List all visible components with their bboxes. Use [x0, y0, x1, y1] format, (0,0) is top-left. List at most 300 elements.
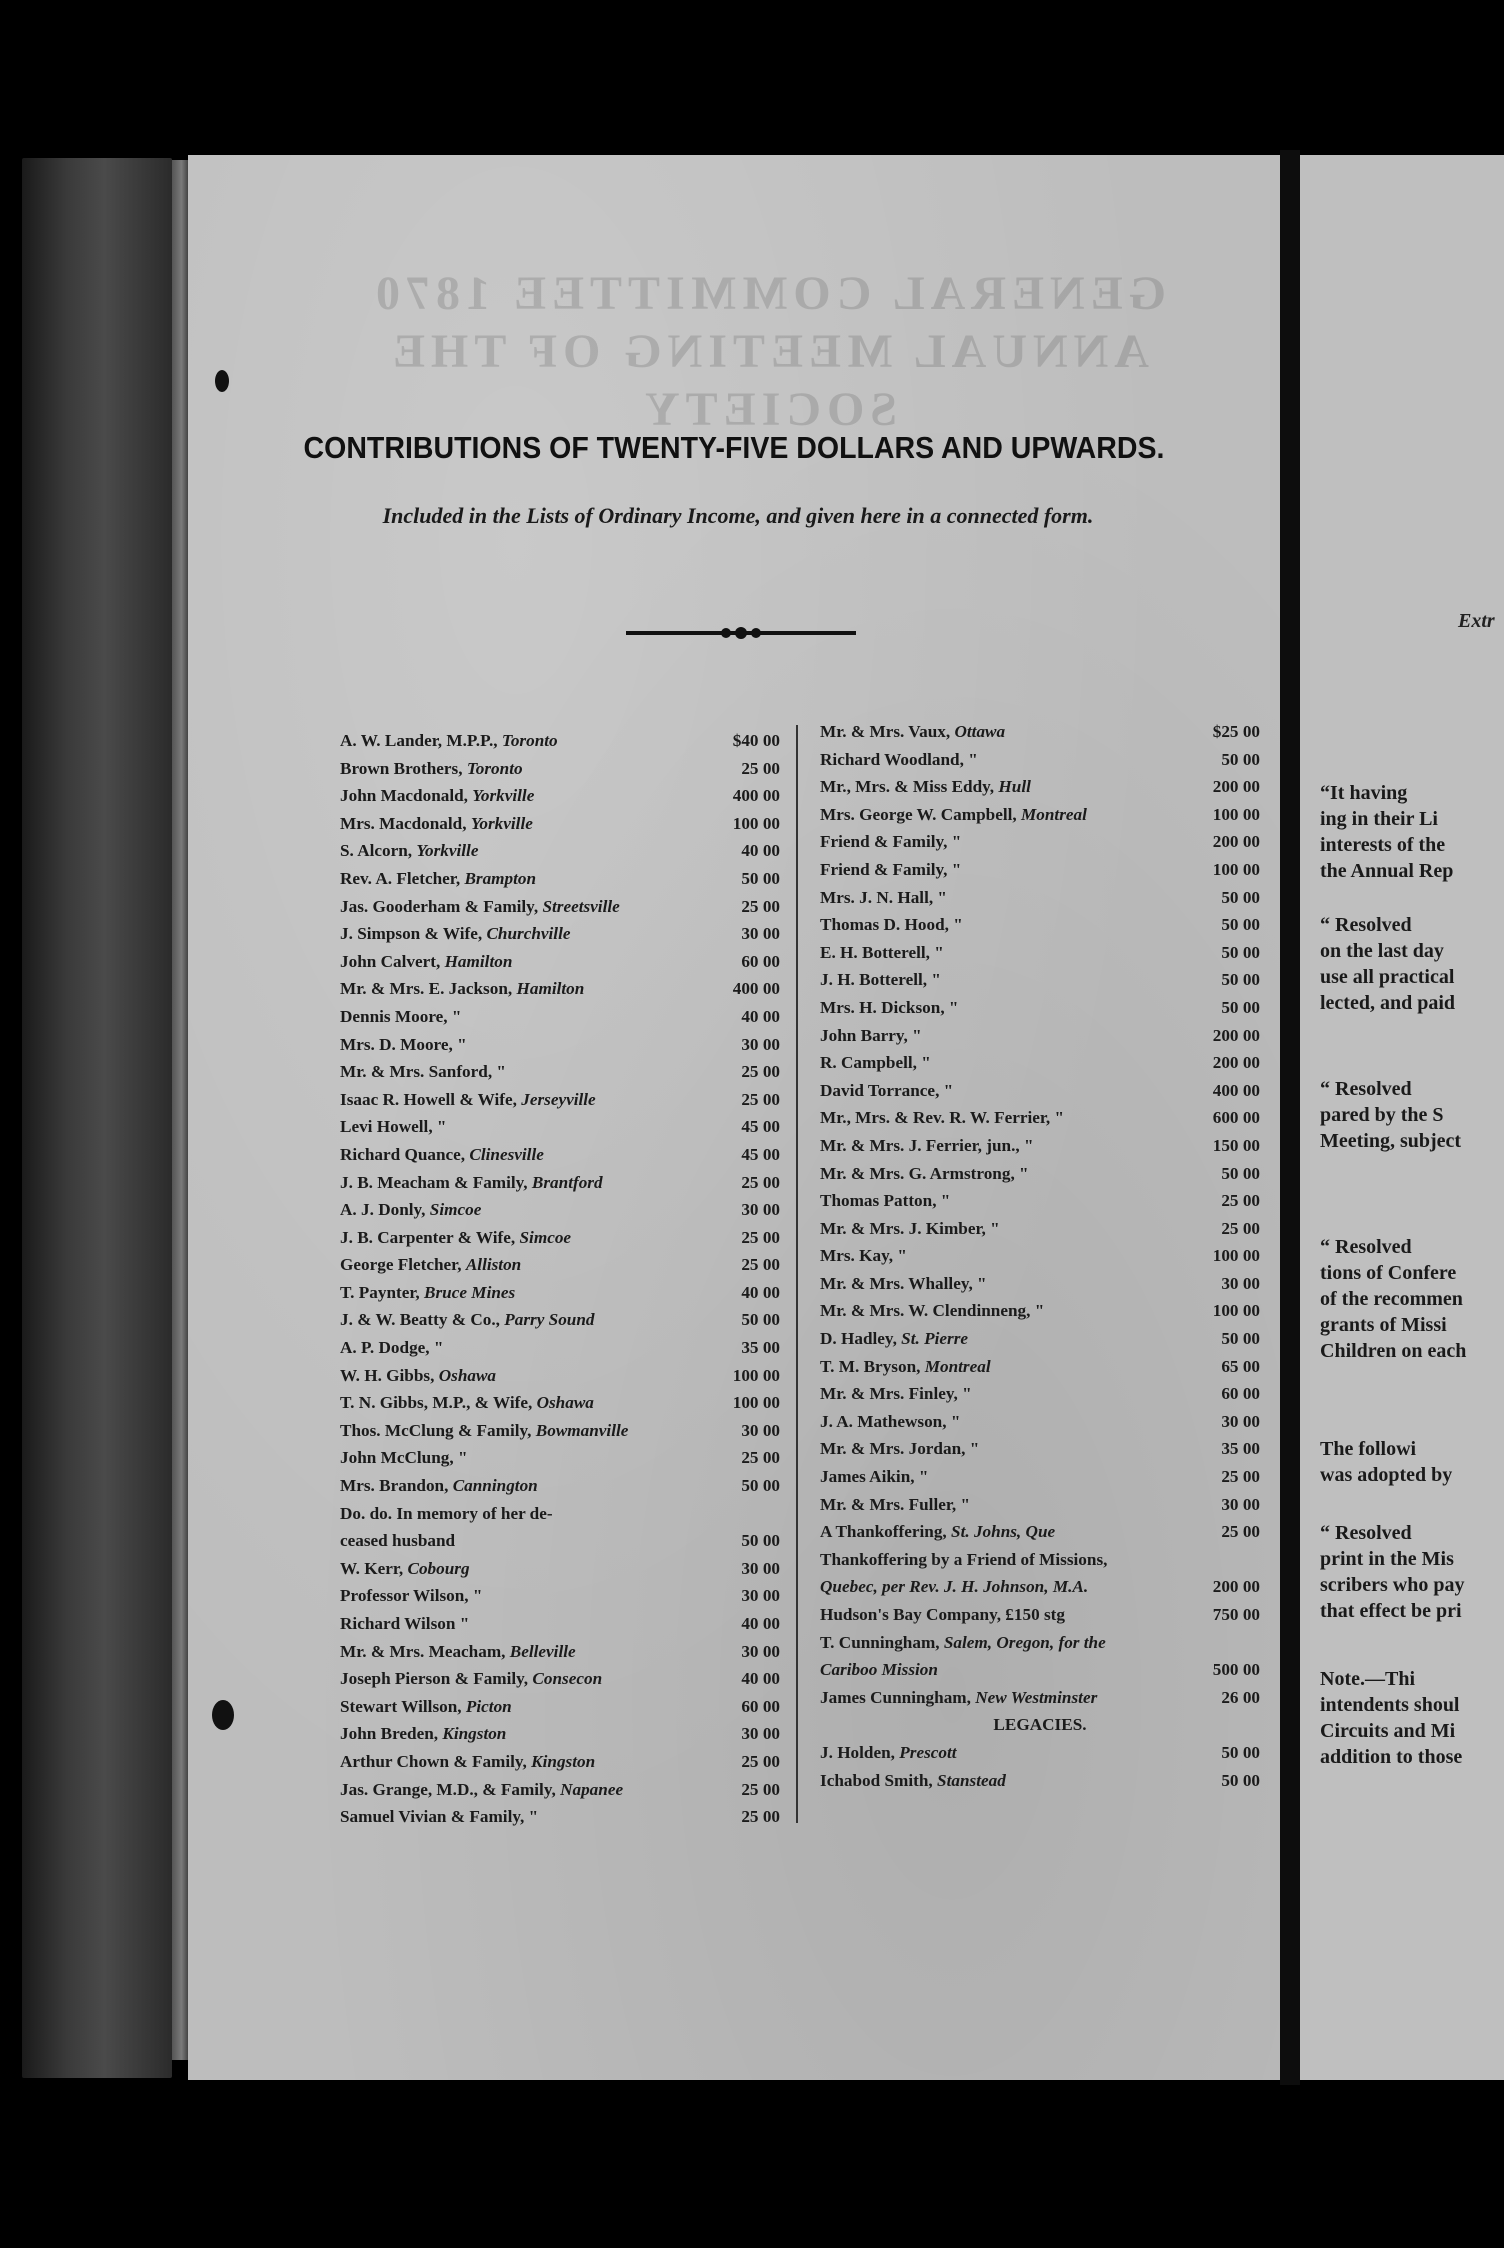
contributor-name: [820, 828, 961, 856]
contribution-amount: 25 00: [741, 1255, 780, 1275]
contribution-entry: [820, 1546, 1260, 1574]
contribution-entry: [820, 1408, 1260, 1436]
contributor-label: ceased husband: [340, 1531, 456, 1551]
contribution-entry: [820, 1601, 1260, 1629]
contribution-entry: [820, 1518, 1260, 1546]
contribution-amount: 50 00: [1221, 1329, 1260, 1349]
contributor-label: W. Kerr,: [340, 1558, 408, 1578]
contributor-name: [820, 773, 1031, 801]
contribution-entry: [340, 865, 780, 893]
contributor-name: [340, 1444, 468, 1472]
contribution-entry: [820, 1711, 1260, 1739]
contribution-entry: [820, 1463, 1260, 1491]
contributor-label: Mr., Mrs. & Rev. R. W. Ferrier, ": [820, 1108, 1065, 1128]
contributor-label: Mr. & Mrs. Finley, ": [820, 1384, 972, 1404]
contribution-amount: 200 00: [1212, 1577, 1260, 1597]
contributor-label: A. P. Dodge, ": [340, 1338, 444, 1358]
contribution-amount: 150 00: [1212, 1135, 1260, 1155]
contribution-amount: 25 00: [741, 1062, 780, 1082]
contribution-entry: [340, 727, 780, 755]
contribution-amount: 30 00: [741, 924, 780, 944]
contributor-name: [820, 1104, 1064, 1132]
contributor-name: [340, 1389, 594, 1417]
contributor-name: [820, 1049, 931, 1077]
contributor-label: Levi Howell, ": [340, 1117, 447, 1137]
contributor-label: Jas. Gooderham & Family,: [340, 896, 543, 916]
contribution-entry: [820, 1380, 1260, 1408]
contribution-entry: [820, 1104, 1260, 1132]
contributor-label: A. W. Lander, M.P.P.,: [340, 731, 502, 750]
contribution-entry: [340, 1224, 780, 1252]
contributor-label: Thos. McClung & Family,: [340, 1420, 536, 1440]
contribution-entry: [820, 884, 1260, 912]
contribution-entry: [820, 1270, 1260, 1298]
contributor-label: Thankoffering by a Friend of Missions,: [820, 1549, 1108, 1569]
contribution-entry: [820, 911, 1260, 939]
contributor-name: [340, 893, 620, 921]
contribution-amount: 400 00: [732, 979, 780, 999]
contributor-place: Picton: [465, 1696, 512, 1716]
contribution-entry: [340, 1720, 780, 1748]
contributor-name: [340, 1555, 470, 1583]
contribution-amount: 30 00: [1221, 1411, 1260, 1431]
contributor-place: Toronto: [501, 731, 558, 750]
contribution-entry: [820, 773, 1260, 801]
facing-page-line: interests of the: [1320, 834, 1446, 856]
contributor-name: [820, 994, 958, 1022]
page-edges: [172, 160, 188, 2060]
contributor-name: [820, 1408, 960, 1436]
contributor-place: Bowmanville: [535, 1420, 629, 1440]
contributor-place: Parry Sound: [504, 1310, 595, 1330]
contributor-name: [820, 1684, 1097, 1712]
contributor-label: Richard Wilson ": [340, 1614, 470, 1633]
contributor-label: R. Campbell, ": [820, 1053, 931, 1073]
contribution-amount: 40 00: [741, 841, 780, 861]
contributor-name: [340, 810, 533, 838]
facing-page-line: lected, and paid: [1320, 992, 1456, 1014]
contributor-name: [340, 1693, 512, 1721]
contributor-place: Ottawa: [954, 722, 1006, 741]
facing-page-line: Note.—Thi: [1320, 1668, 1415, 1690]
contributor-place: Hull: [998, 777, 1031, 797]
ink-mark: [212, 1700, 234, 1730]
contributor-label: J. A. Mathewson, ": [820, 1411, 961, 1431]
facing-page-line: intendents shoul: [1320, 1694, 1460, 1716]
contributor-place: Simcoe: [429, 1200, 482, 1220]
contributor-place: Clinesville: [469, 1144, 544, 1164]
contributor-label: James Aikin, ": [820, 1467, 929, 1487]
contributor-label: John Barry, ": [820, 1025, 922, 1045]
contribution-entry: [340, 1638, 780, 1666]
contributor-name: [820, 1077, 953, 1105]
contribution-amount: 30 00: [741, 1558, 780, 1578]
contribution-amount: 40 00: [741, 1282, 780, 1302]
contribution-amount: 25 00: [741, 1779, 780, 1799]
contribution-entry: [340, 1113, 780, 1141]
contributor-name: [820, 1739, 957, 1767]
contributor-label: J. B. Meacham & Family,: [340, 1172, 532, 1192]
contributor-label: J. Simpson & Wife,: [340, 924, 487, 944]
contributor-label: D. Hadley,: [820, 1329, 902, 1349]
contributor-place: Brantford: [531, 1172, 603, 1192]
contribution-entry: [340, 948, 780, 976]
facing-page-line: addition to those: [1320, 1746, 1463, 1768]
contributor-name: [820, 1187, 950, 1215]
contributor-place: Jerseyville: [521, 1089, 596, 1109]
contributor-label: J. B. Carpenter & Wife,: [340, 1227, 520, 1247]
contributor-label: Mr. & Mrs. E. Jackson,: [340, 979, 517, 999]
contributor-label: Mr. & Mrs. J. Ferrier, jun., ": [820, 1135, 1034, 1155]
contributor-name: [340, 920, 570, 948]
contributor-name: [340, 1141, 544, 1169]
contributor-place: Churchville: [486, 924, 571, 944]
contribution-entry: [820, 828, 1260, 856]
contributor-place: Cobourg: [407, 1558, 470, 1578]
contribution-amount: 25 00: [741, 896, 780, 916]
contribution-amount: 25 00: [741, 1089, 780, 1109]
contribution-amount: 200 00: [1212, 1053, 1260, 1073]
page-gutter: [1280, 150, 1300, 2085]
contribution-amount: 30 00: [1221, 1494, 1260, 1514]
contributor-name: [340, 1086, 596, 1114]
contribution-entry: [340, 1693, 780, 1721]
contributor-label: John Calvert,: [340, 951, 445, 971]
contribution-amount: 30 00: [741, 1034, 780, 1054]
contributor-label: Brown Brothers,: [340, 758, 467, 778]
contribution-amount: 60 00: [741, 1696, 780, 1716]
contributor-name: [340, 1031, 467, 1059]
contributor-name: [340, 1306, 595, 1334]
contributor-place: Toronto: [466, 758, 523, 778]
contribution-amount: 35 00: [741, 1338, 780, 1358]
contributor-label: John Breden,: [340, 1724, 443, 1744]
contributor-name: [820, 1325, 968, 1353]
contributor-label: Mr. & Mrs. J. Kimber, ": [820, 1218, 1000, 1238]
contribution-entry: [340, 1141, 780, 1169]
contribution-amount: 50 00: [1221, 887, 1260, 907]
facing-page-line: “ Resolved: [1320, 1078, 1412, 1100]
contributor-place: Yorkville: [470, 813, 533, 833]
contribution-entry: [340, 1417, 780, 1445]
contributor-place: Alliston: [465, 1255, 522, 1275]
contributor-label: David Torrance, ": [820, 1080, 954, 1100]
contributor-place: Montreal: [1020, 804, 1087, 824]
contributor-label: George Fletcher,: [340, 1255, 466, 1275]
contribution-entry: [820, 1325, 1260, 1353]
contributor-label: John McClung, ": [340, 1448, 468, 1468]
contributor-label: J. H. Botterell, ": [820, 970, 941, 990]
contribution-entry: [820, 1435, 1260, 1463]
contributor-name: [340, 1610, 469, 1638]
contributor-place: Napanee: [560, 1779, 624, 1799]
contributor-name: [820, 1463, 928, 1491]
contributor-label: Mr. & Mrs. Meacham,: [340, 1641, 510, 1661]
contribution-amount: 50 00: [741, 1310, 780, 1330]
facing-page: [1300, 155, 1504, 2080]
contribution-entry: [820, 1022, 1260, 1050]
contributor-name: [340, 727, 558, 755]
column-divider: [796, 725, 798, 1823]
facing-page-line: “ Resolved: [1320, 1522, 1412, 1544]
contribution-amount: 600 00: [1212, 1108, 1260, 1128]
contributor-label: Joseph Pierson & Family,: [340, 1669, 533, 1689]
contributor-name: [340, 837, 478, 865]
contribution-amount: 30 00: [741, 1586, 780, 1606]
contributor-name: [340, 1334, 443, 1362]
contributor-label: Professor Wilson, ": [340, 1586, 483, 1606]
contribution-amount: 25 00: [1221, 1467, 1260, 1487]
contribution-entry: [820, 1297, 1260, 1325]
contribution-entry: [340, 1527, 780, 1555]
contribution-amount: 400 00: [1212, 1080, 1260, 1100]
contribution-entry: [340, 1610, 780, 1638]
contribution-entry: [340, 755, 780, 783]
contribution-entry: [340, 1472, 780, 1500]
contributor-name: [340, 975, 584, 1003]
contribution-amount: $25 00: [1212, 722, 1260, 741]
contributor-label: Mrs. H. Dickson, ": [820, 997, 959, 1017]
contributor-place: Montreal: [924, 1356, 991, 1376]
contribution-entry: [820, 1491, 1260, 1519]
contribution-amount: 100 00: [732, 1393, 780, 1413]
contributor-name: [820, 911, 963, 939]
contributor-name: [340, 1582, 482, 1610]
contribution-amount: 26 00: [1221, 1687, 1260, 1707]
contributor-label: LEGACIES.: [993, 1715, 1087, 1735]
contribution-amount: 100 00: [1212, 1301, 1260, 1321]
contribution-amount: 60 00: [1221, 1384, 1260, 1404]
contributor-label: John Macdonald,: [340, 786, 473, 806]
contribution-amount: 40 00: [741, 1006, 780, 1026]
contribution-entry: [340, 1306, 780, 1334]
page-subtitle: Included in the Lists of Ordinary Income, and given here in a connected form.: [382, 503, 1094, 528]
contributor-name: [340, 1003, 461, 1031]
contributor-place: Prescott: [899, 1742, 957, 1762]
contribution-entry: [340, 1500, 780, 1528]
contributor-name: [820, 1546, 1107, 1574]
contribution-amount: 50 00: [1221, 915, 1260, 935]
contributor-name: [820, 1491, 970, 1519]
contributor-name: [340, 1527, 455, 1555]
contribution-entry: [340, 1169, 780, 1197]
contribution-entry: [820, 718, 1260, 746]
contribution-amount: 25 00: [741, 1172, 780, 1192]
contributor-label: S. Alcorn,: [340, 841, 417, 861]
ink-mark: [215, 370, 229, 392]
contribution-amount: 40 00: [741, 1614, 780, 1633]
contributor-place: Salem, Oregon, for the: [943, 1632, 1106, 1652]
contribution-entry: [340, 1058, 780, 1086]
contribution-amount: $40 00: [732, 731, 780, 750]
contributor-label: Samuel Vivian & Family, ": [340, 1807, 539, 1827]
ornament-rule: [626, 625, 856, 641]
contributor-name: [820, 856, 961, 884]
contribution-amount: 25 00: [741, 1807, 780, 1827]
contributor-label: Mrs. J. N. Hall, ": [820, 887, 947, 907]
contributor-name: [820, 1656, 938, 1684]
contribution-amount: 30 00: [1221, 1273, 1260, 1293]
contribution-entry: [340, 920, 780, 948]
facing-page-heading: Extr: [1458, 610, 1495, 632]
contributor-name: [820, 1380, 972, 1408]
contribution-entry: [340, 782, 780, 810]
contribution-amount: 50 00: [1221, 749, 1260, 769]
contributor-label: Arthur Chown & Family,: [340, 1751, 532, 1771]
contributor-place: Belleville: [509, 1641, 576, 1661]
contributor-label: Mr. & Mrs. Whalley, ": [820, 1273, 987, 1293]
contribution-entry: [820, 1767, 1260, 1795]
contribution-entry: [820, 1573, 1260, 1601]
contribution-amount: 50 00: [1221, 1742, 1260, 1762]
contributor-name: [820, 801, 1087, 829]
contributor-name: [340, 948, 512, 976]
contributor-name: [340, 1748, 595, 1776]
contribution-entry: [820, 1656, 1260, 1684]
contribution-amount: 30 00: [741, 1200, 780, 1220]
contributor-name: [820, 1353, 991, 1381]
contributor-label: T. Cunningham,: [820, 1632, 944, 1652]
page-title: CONTRIBUTIONS OF TWENTY-FIVE DOLLARS AND UPWARDS.: [303, 430, 1165, 465]
contribution-amount: 200 00: [1212, 832, 1260, 852]
contributor-name: [340, 782, 534, 810]
facing-page-line: tions of Confere: [1320, 1262, 1457, 1284]
facing-page-line: The followi: [1320, 1438, 1417, 1460]
contributor-name: [820, 966, 941, 994]
contribution-entry: [340, 1776, 780, 1804]
contributor-place: St. Pierre: [901, 1329, 969, 1349]
contribution-amount: 200 00: [1212, 1025, 1260, 1045]
contributor-label: Mr. & Mrs. Fuller, ": [820, 1494, 971, 1514]
contributor-name: [820, 1435, 979, 1463]
contributor-label: Mrs. Brandon,: [340, 1476, 453, 1496]
contribution-amount: 30 00: [741, 1724, 780, 1744]
bleed-through-text: GENERAL COMMITTEE 1870 ANNUAL MEETING OF THE SOCIETY: [369, 267, 1167, 436]
facing-page-line: of the recommen: [1320, 1288, 1463, 1310]
contribution-entry: [340, 1582, 780, 1610]
contributor-label: Mr. & Mrs. G. Armstrong, ": [820, 1163, 1029, 1183]
contributor-name: [820, 1022, 922, 1050]
contribution-entry: [340, 1086, 780, 1114]
contribution-amount: 50 00: [1221, 970, 1260, 990]
contributor-name: [340, 1803, 538, 1831]
contributor-name: [340, 1251, 521, 1279]
contributor-name: [820, 1132, 1034, 1160]
contributor-name: [820, 1215, 1000, 1243]
contributor-name: [820, 939, 944, 967]
contribution-amount: 400 00: [732, 786, 780, 806]
contribution-entry: [820, 939, 1260, 967]
contribution-entry: [820, 746, 1260, 774]
contribution-entry: [340, 1334, 780, 1362]
contribution-entry: [820, 856, 1260, 884]
contribution-amount: 25 00: [741, 758, 780, 778]
facing-page-line: Children on each: [1320, 1340, 1467, 1362]
contributor-name: [820, 1767, 1006, 1795]
contributor-name: [340, 755, 523, 783]
contributor-label: Thomas D. Hood, ": [820, 915, 963, 935]
contributor-name: [820, 718, 1005, 746]
contribution-entry: [340, 837, 780, 865]
contributor-name: [820, 1573, 1088, 1601]
facing-page-line: print in the Mis: [1320, 1548, 1454, 1570]
contributor-place: Oshawa: [536, 1393, 594, 1413]
contributor-label: Mrs. D. Moore, ": [340, 1034, 467, 1054]
contributor-label: Isaac R. Howell & Wife,: [340, 1089, 522, 1109]
contribution-entry: [340, 1555, 780, 1583]
contributor-name: [340, 1720, 506, 1748]
contribution-amount: 35 00: [1221, 1439, 1260, 1459]
facing-page-line: the Annual Rep: [1320, 860, 1454, 882]
contributor-label: Mrs. Kay, ": [820, 1246, 907, 1266]
contributor-label: T. N. Gibbs, M.P., & Wife,: [340, 1393, 537, 1413]
contribution-entry: [340, 1748, 780, 1776]
contribution-amount: 50 00: [1221, 1163, 1260, 1183]
contributor-place: Kingston: [442, 1724, 507, 1744]
contributor-label: Friend & Family, ": [820, 859, 962, 879]
contributor-place: Consecon: [532, 1669, 603, 1689]
contribution-entry: [340, 1196, 780, 1224]
contributor-place: Cannington: [452, 1476, 538, 1496]
contributor-name: [820, 884, 947, 912]
contributor-place: Cariboo Mission: [820, 1660, 938, 1680]
contributor-name: [340, 1113, 446, 1141]
contributor-label: Richard Woodland, ": [820, 749, 978, 769]
contribution-amount: 25 00: [741, 1448, 780, 1468]
contributor-label: Rev. A. Fletcher,: [340, 868, 465, 888]
contributor-label: T. M. Bryson,: [820, 1356, 925, 1376]
contributor-name: [340, 1279, 515, 1307]
contributor-name: [820, 1270, 987, 1298]
contributor-place: Hamilton: [516, 979, 585, 999]
contribution-entry: [340, 810, 780, 838]
contributor-label: A. J. Donly,: [340, 1200, 430, 1220]
contribution-entry: [340, 975, 780, 1003]
facing-page-line: ing in their Li: [1320, 808, 1438, 830]
contributor-place: Quebec, per Rev. J. H. Johnson, M.A.: [820, 1577, 1089, 1597]
book-binding: [22, 158, 172, 2078]
contributor-name: [340, 1224, 571, 1252]
contributor-place: Yorkville: [472, 786, 535, 806]
facing-page-line: scribers who pay: [1320, 1574, 1465, 1596]
contributor-name: [993, 1715, 1086, 1734]
contributor-place: Streetsville: [542, 896, 620, 916]
contributor-label: Stewart Willson,: [340, 1696, 466, 1716]
contributor-name: [340, 1638, 576, 1666]
contribution-amount: 25 00: [1221, 1522, 1260, 1542]
contributor-label: Mr. & Mrs. W. Clendinneng, ": [820, 1301, 1045, 1321]
contributor-label: J. Holden,: [820, 1742, 900, 1762]
contribution-entry: [820, 1049, 1260, 1077]
contribution-entry: [340, 1279, 780, 1307]
contribution-entry: [820, 1684, 1260, 1712]
facing-page-line: “ Resolved: [1320, 1236, 1412, 1258]
contribution-amount: 45 00: [741, 1144, 780, 1164]
contributor-name: [340, 1472, 538, 1500]
contributions-right-column: [820, 718, 1260, 1794]
contribution-entry: [340, 1803, 780, 1831]
contribution-entry: [340, 893, 780, 921]
contribution-entry: [820, 966, 1260, 994]
contributor-place: Brampton: [464, 868, 537, 888]
contribution-amount: 100 00: [1212, 859, 1260, 879]
contributor-label: T. Paynter,: [340, 1282, 425, 1302]
contribution-amount: 50 00: [741, 1476, 780, 1496]
contribution-amount: 50 00: [1221, 942, 1260, 962]
contributor-name: [820, 1297, 1044, 1325]
contributor-label: Jas. Grange, M.D., & Family,: [340, 1779, 561, 1799]
contributor-label: Hudson's Bay Company, £150 stg: [820, 1605, 1065, 1624]
